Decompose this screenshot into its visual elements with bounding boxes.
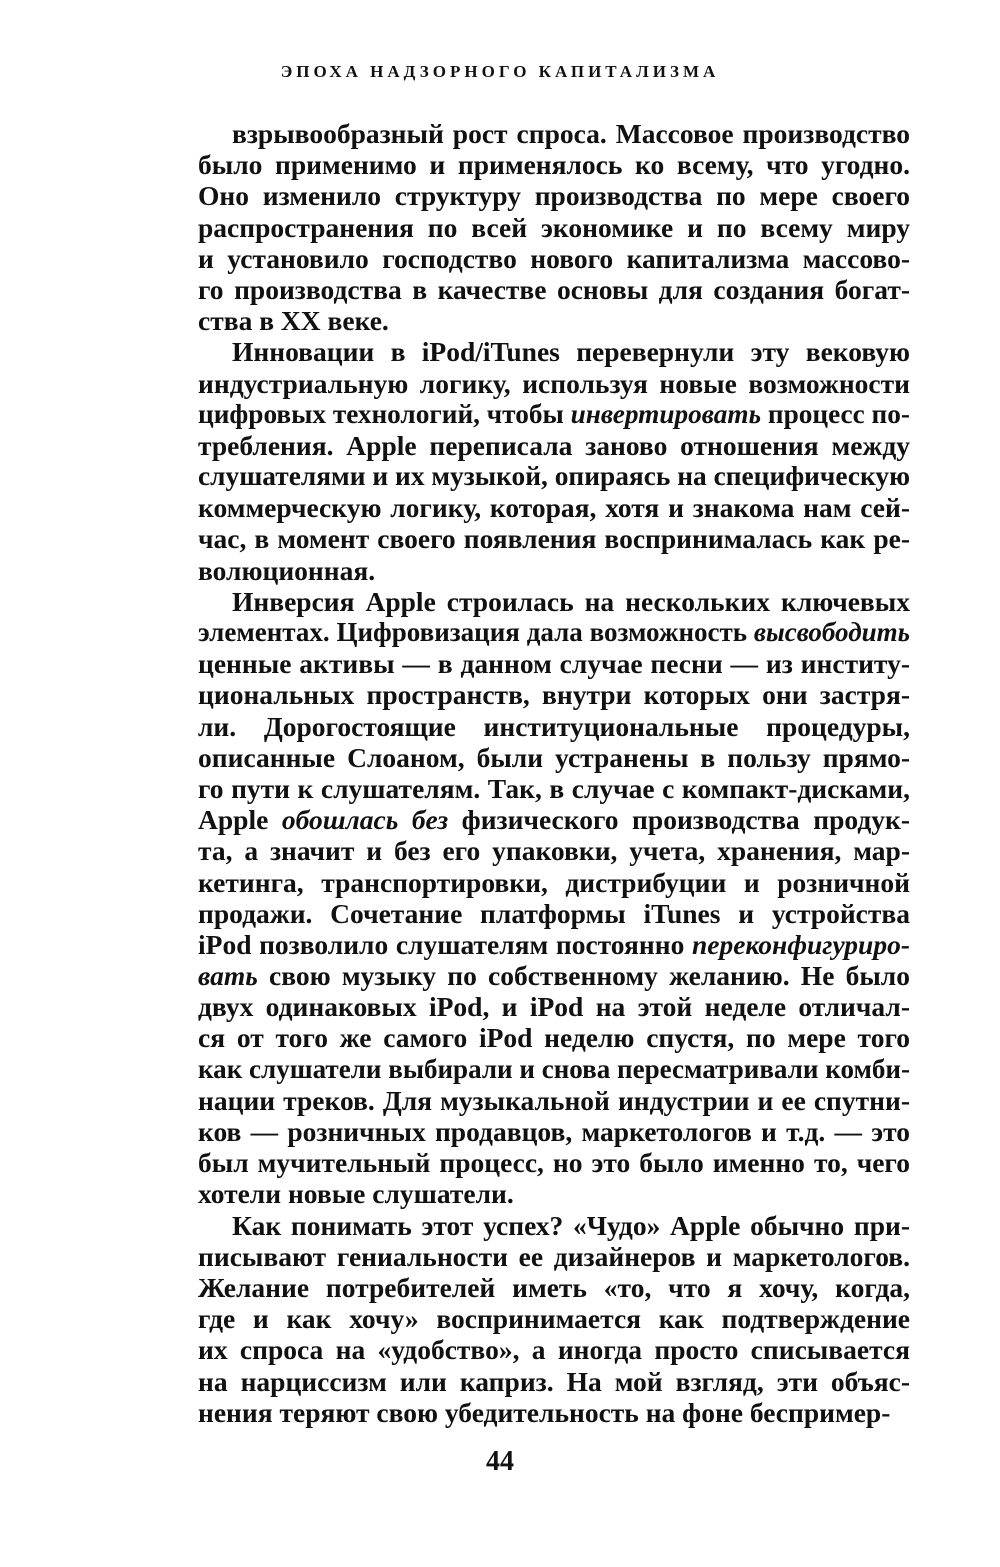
text-segment: iPod позволило слушателям постоянно	[198, 928, 692, 960]
text-line	[198, 1272, 910, 1303]
text-segment: Оно изменило структуру производства по мере своего	[198, 180, 910, 212]
text-line	[198, 648, 910, 679]
text-segment: Инверсия Apple строилась на нескольких ключевых	[232, 585, 910, 617]
text-line	[198, 523, 910, 554]
text-line	[198, 243, 910, 274]
text-line	[198, 274, 910, 305]
text-line	[198, 399, 910, 430]
text-line	[198, 742, 910, 773]
text-segment: продажи. Сочетание платформы iTunes и устройства	[198, 897, 910, 929]
text-segment: описанные Слоаном, были устранены в пользу прямо-	[198, 741, 910, 773]
text-segment: элементах. Цифровизация дала возможность	[198, 617, 754, 647]
text-line	[198, 1022, 910, 1053]
text-line	[198, 1366, 910, 1397]
text-segment: индустриальную логику, используя новые возможности	[198, 367, 910, 399]
paragraph	[198, 586, 910, 1210]
text-segment: ков — розничных продавцов, маркетологов и т.д. — это	[198, 1116, 910, 1147]
text-line	[198, 1334, 910, 1365]
paragraph	[198, 118, 910, 336]
text-line	[198, 835, 910, 866]
paragraph	[198, 1210, 910, 1428]
text-segment: час, в момент своего появления воспринималась как ре-	[198, 523, 910, 555]
text-segment: процесс по-	[761, 398, 910, 429]
text-segment: нации треков. Для музыкальной индустрии и ее спутни-	[198, 1084, 910, 1116]
paragraph	[198, 336, 910, 586]
text-line	[198, 305, 910, 336]
text-line	[198, 1116, 910, 1147]
text-segment: ценные активы — в данном случае песни — из институ-	[198, 648, 910, 680]
text-line	[198, 773, 910, 804]
italic-phrase: вать	[198, 960, 258, 992]
text-line	[198, 1397, 910, 1428]
text-line	[198, 1303, 910, 1334]
text-line	[198, 960, 910, 991]
text-line	[198, 368, 910, 399]
text-segment: ства в XX веке.	[198, 305, 389, 337]
text-line	[198, 1085, 910, 1116]
text-line	[198, 492, 910, 523]
italic-phrase: инвертировать	[570, 398, 762, 429]
text-segment: нения теряют свою убедительность на фоне беспример-	[198, 1396, 891, 1428]
text-segment: кетинга, транспортировки, дистрибуции и розничной	[198, 866, 910, 898]
text-segment: распространения по всей экономике и по всему миру	[198, 211, 910, 243]
text-line	[198, 336, 910, 367]
text-segment: физического производства продук-	[448, 804, 911, 836]
text-segment: слушателями и их музыкой, опираясь на специфическую	[198, 461, 910, 492]
text-line	[198, 1054, 910, 1085]
text-segment: свою музыку по собственному желанию. Не было	[257, 960, 910, 992]
text-segment: коммерческую логику, которая, хотя и знакома нам сей-	[198, 492, 910, 524]
text-segment: цифровых технологий, чтобы	[198, 398, 571, 429]
text-segment: та, а значит и без его упаковки, учета, хранения, мар-	[198, 835, 910, 867]
text-segment: и установило господство нового капитализма массово-	[198, 242, 910, 274]
running-head: ЭПОХА НАДЗОРНОГО КАПИТАЛИЗМА	[280, 62, 720, 81]
text-segment: хотели новые слушатели.	[198, 1178, 514, 1210]
text-line	[198, 118, 910, 149]
italic-phrase: обошлась без	[281, 804, 449, 836]
text-segment: Apple	[198, 804, 282, 836]
text-segment: циональных пространств, внутри которых они застря-	[198, 679, 910, 711]
text-line	[198, 898, 910, 929]
text-line	[198, 212, 910, 243]
page-number: 44	[486, 1446, 514, 1477]
text-segment: было применимо и применялось ко всему, что угодно.	[198, 149, 910, 181]
text-segment: Как понимать этот успех? «Чудо» Apple обычно при-	[232, 1209, 910, 1241]
text-segment: взрывообразный рост спроса. Массовое производство	[232, 118, 910, 149]
italic-phrase: высвободить	[753, 617, 910, 647]
text-line	[198, 149, 910, 180]
body-text	[198, 118, 910, 1428]
text-line	[198, 430, 910, 461]
text-segment: требления. Apple переписала заново отношения между	[198, 429, 910, 461]
text-line	[198, 991, 910, 1022]
text-line	[198, 617, 910, 648]
text-line	[198, 711, 910, 742]
text-segment: писывают гениальности ее дизайнеров и маркетологов.	[198, 1240, 910, 1272]
text-line	[198, 180, 910, 211]
text-segment: на нарциссизм или каприз. На мой взгляд, эти объяс-	[198, 1365, 910, 1397]
text-segment: Инновации в iPod/iTunes перевернули эту вековую	[232, 336, 910, 368]
text-segment: двух одинаковых iPod, и iPod на этой неделе отличал-	[198, 991, 910, 1023]
text-line	[198, 929, 910, 960]
text-segment: ся от того же самого iPod неделю спустя, по мере того	[198, 1022, 910, 1054]
text-segment: был мучительный процесс, но это было именно то, чего	[198, 1147, 910, 1179]
text-segment: го производства в качестве основы для создания богат-	[198, 273, 910, 305]
text-line	[198, 1147, 910, 1178]
text-segment: ли. Дорогостоящие институциональные процедуры,	[198, 710, 910, 742]
text-segment: как слушатели выбирали и снова пересматривали комби-	[198, 1053, 910, 1084]
text-line	[198, 586, 910, 617]
text-line	[198, 804, 910, 835]
text-line	[198, 555, 910, 586]
italic-phrase: переконфигуриро-	[691, 928, 910, 960]
text-segment: их спроса на «удобство», а иногда просто списывается	[198, 1334, 910, 1366]
text-line	[198, 679, 910, 710]
text-segment: Желание потребителей иметь «то, что я хочу, когда,	[198, 1271, 910, 1303]
text-line	[198, 1241, 910, 1272]
text-segment: го пути к слушателям. Так, в случае с компакт-дисками,	[198, 772, 910, 804]
text-segment: где и как хочу» воспринимается как подтверждение	[198, 1303, 910, 1335]
text-line	[198, 461, 910, 492]
text-segment: волюционная.	[198, 554, 376, 586]
text-line	[198, 867, 910, 898]
text-line	[198, 1210, 910, 1241]
text-line	[198, 1178, 910, 1209]
